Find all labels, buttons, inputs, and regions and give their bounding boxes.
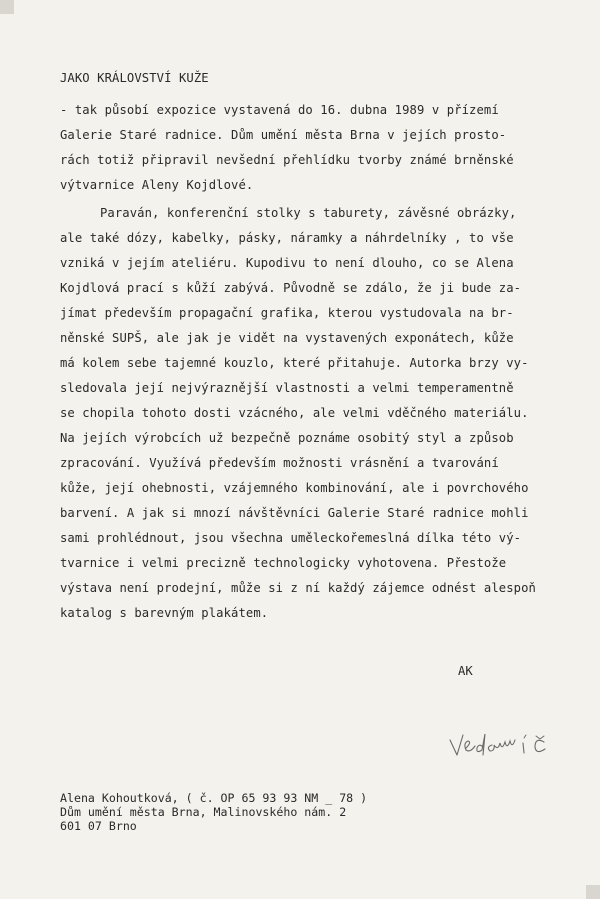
paragraph2-line: se chopila tohoto dosti vzácného, ale velmi vděčného materiálu. <box>60 406 529 420</box>
footer-author-line: Alena Kohoutková, ( č. OP 65 93 93 NM _ 78 ) <box>60 791 368 805</box>
paragraph2-line: Kojdlová prací s kůží zabývá. Původně se zdálo, že ji bude za- <box>60 281 522 295</box>
footer-postal-line: 601 07 Brno <box>60 819 137 833</box>
paragraph2-line: sledovala její nejvýraznější vlastnosti a velmi temperamentně <box>60 381 514 395</box>
paragraph2-line: Paraván, konferenční stolky s taburety, závěsné obrázky, <box>100 206 517 220</box>
paragraph2-line: něnské SUPŠ, ale jak je vidět na vystavených exponátech, kůže <box>60 331 514 345</box>
paragraph2-line: zpracování. Využívá především možnosti vrásnění a tvarování <box>60 456 499 470</box>
handwritten-signature <box>448 728 560 764</box>
footer-institution-line: Dům umění města Brna, Malinovského nám. 2 <box>60 805 347 819</box>
paragraph1-line: Galerie Staré radnice. Dům umění města Brna v jejích prosto- <box>60 128 507 142</box>
paragraph2-line: katalog s barevným plakátem. <box>60 606 269 620</box>
paragraph1-line: rách totiž připravil nevšední přehlídku tvorby známé brněnské <box>60 153 514 167</box>
paragraph2-line: má kolem sebe tajemné kouzlo, které přitahuje. Autorka brzy vy- <box>60 356 529 370</box>
paragraph2-line: výstava není prodejní, může si z ní každý zájemce odnést alespoň <box>60 581 536 595</box>
paragraph2-line: kůže, její ohebnosti, vzájemného kombinování, ale i povrchového <box>60 481 529 495</box>
paragraph2-line: Na jejích výrobcích už bezpečně poznáme osobitý styl a způsob <box>60 431 514 445</box>
page-corner <box>0 0 14 14</box>
paragraph2-line: vzniká v jejím ateliéru. Kupodivu to není dlouho, co se Alena <box>60 256 514 270</box>
paragraph1-line: - tak působí expozice vystavená do 16. dubna 1989 v přízemí <box>60 103 499 117</box>
author-initials: AK <box>458 664 473 678</box>
article-title: JAKO KRÁLOVSTVÍ KUŽE <box>60 71 209 85</box>
page-corner <box>586 885 600 899</box>
paragraph2-line: tvarnice i velmi precizně technologicky vyhotovena. Přestože <box>60 556 507 570</box>
paragraph2-line: jímat především propagační grafika, kterou vystudovala na br- <box>60 306 514 320</box>
paragraph2-line: sami prohlédnout, jsou všechna uměleckořemeslná dílka této vý- <box>60 531 522 545</box>
paragraph1-line: výtvarnice Aleny Kojdlové. <box>60 178 254 192</box>
paragraph2-line: ale také dózy, kabelky, pásky, náramky a náhrdelníky , to vše <box>60 231 514 245</box>
paragraph2-line: barvení. A jak si mnozí návštěvníci Galerie Staré radnice mohli <box>60 506 529 520</box>
